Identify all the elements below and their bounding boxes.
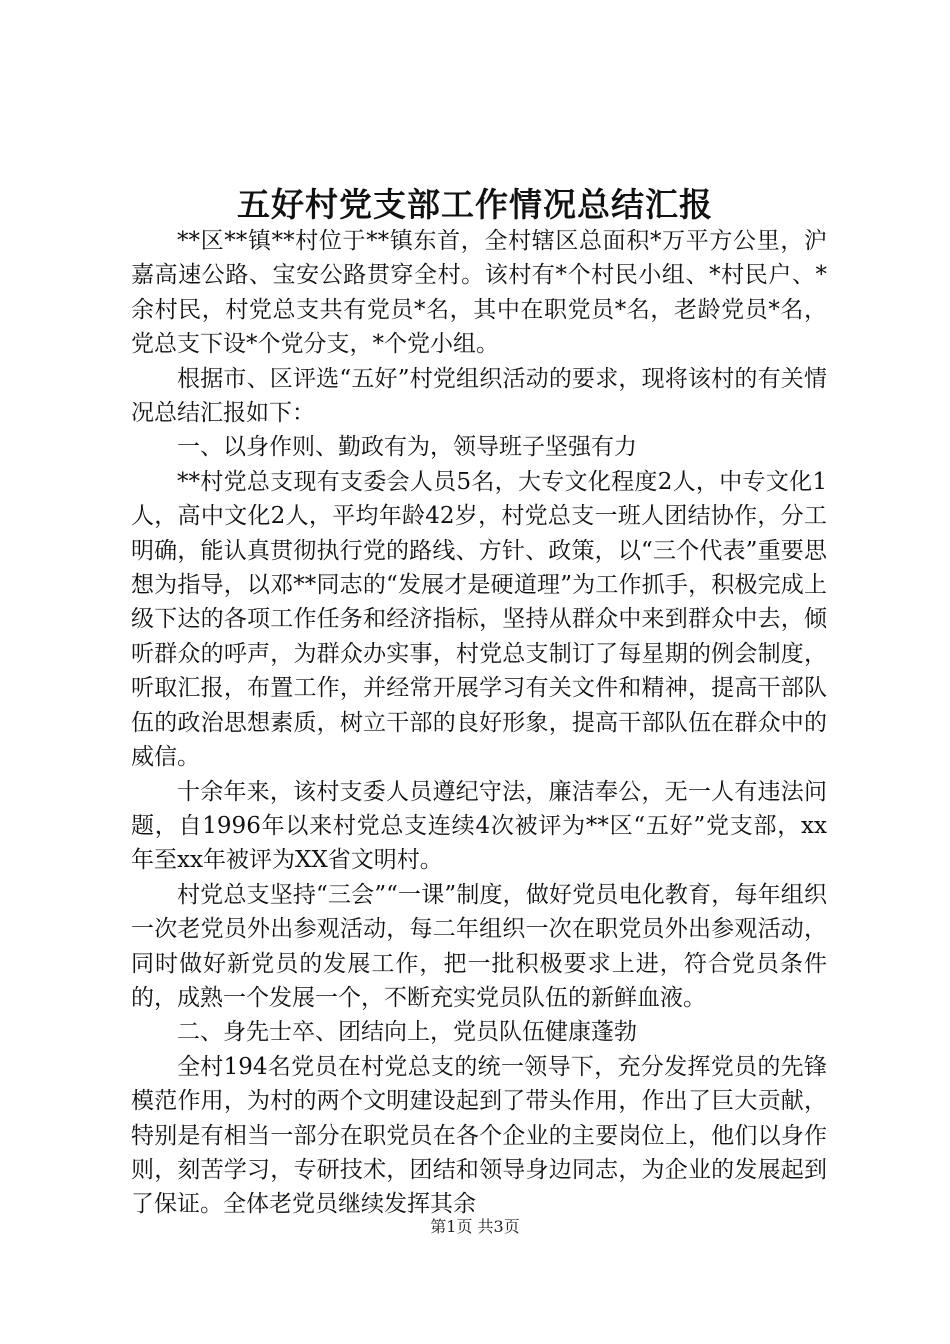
section-heading-1: 一、以身作则、勤政有为，领导班子坚强有力: [177, 434, 637, 461]
paragraph-members: 全村194名党员在村党总支的统一领导下，充分发挥党员的先锋模范作用，为村的两个文明建设起到了带头作用，作出了巨大贡献，特别是有相当一部分在职党员在各个企业的主要岗位上，他们以身作则，刻苦学习，专研技术，团结和领导身边同志，为企业的发展起到了保证。全体老党员继续发挥其余: [131, 1053, 827, 1218]
document-title: 五好村党支部工作情况总结汇报: [237, 185, 713, 224]
paragraph-discipline: 十余年来，该村支委人员遵纪守法，廉洁奉公，无一人有违法问题，自1996年以来村党总支连续4次被评为**区“五好”党支部，xx年至xx年被评为XX省文明村。: [131, 778, 827, 874]
paragraph-purpose: 根据市、区评选“五好”村党组织活动的要求，现将该村的有关情况总结汇报如下：: [131, 365, 827, 427]
page-number-footer: 第1页 共3页: [430, 1217, 520, 1236]
paragraph-education: 村党总支坚持“三会”“一课”制度，做好党员电化教育，每年组织一次老党员外出参观活动，每二年组织一次在职党员外出参观活动，同时做好新党员的发展工作，把一批积极要求上进，符合党员条件的，成熟一个发展一个，不断充实党员队伍的新鲜血液。: [131, 881, 827, 1011]
paragraph-leadership: **村党总支现有支委会人员5名，大专文化程度2人，中专文化1人，高中文化2人，平均年龄42岁，村党总支一班人团结协作，分工明确，能认真贯彻执行党的路线、方针、政策，以“三个代表”重要思想为指导，以邓**同志的“发展才是硬道理”为工作抓手，积极完成上级下达的各项工作任务和经济指标，坚持从群众中来到群众中去，倾听群众的呼声，为群众办实事，村党总支制订了每星期的例会制度，听取汇报，布置工作，并经常开展学习有关文件和精神，提高干部队伍的政治思想素质，树立干部的良好形象，提高干部队伍在群众中的威信。: [131, 468, 827, 771]
document-body: [131, 224, 827, 1222]
section-heading-2: 二、身先士卒、团结向上，党员队伍健康蓬勃: [177, 1019, 637, 1046]
paragraph-intro: **区**镇**村位于**镇东首，全村辖区总面积*万平方公里，沪嘉高速公路、宝安公路贯穿全村。该村有*个村民小组、*村民户、*余村民，村党总支共有党员*名，其中在职党员*名，老龄党员*名，党总支下设*个党分支，*个党小组。: [131, 228, 827, 358]
